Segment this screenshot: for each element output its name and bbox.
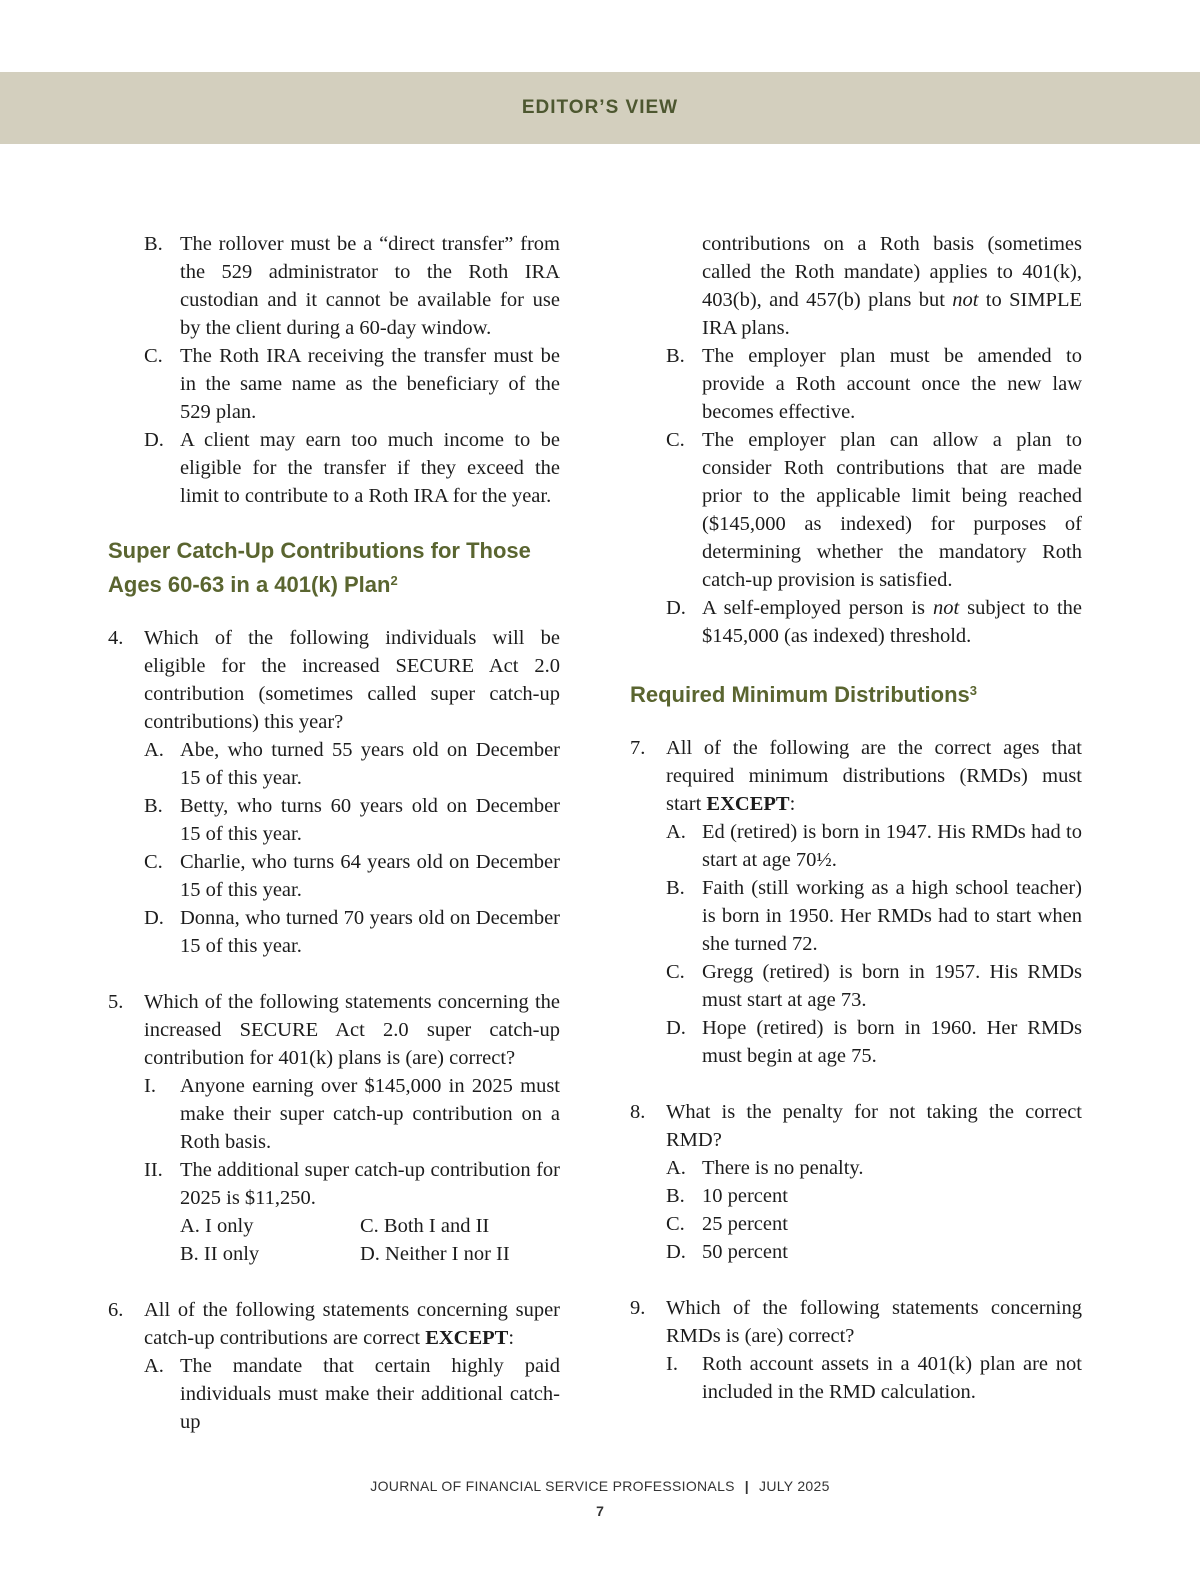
section-heading [630,676,1082,710]
option-letter: D. [666,1241,686,1263]
option-text: 50 percent [702,1241,788,1263]
option-letter: A. [666,1157,686,1179]
footnote-ref: 2 [390,573,398,588]
statement-option [630,1350,1082,1406]
option-letter: B. [666,345,685,367]
answer-option [630,594,1082,650]
option-text: Hope (retired) is born in 1960. Her RMDs must begin at age 75. [702,1017,1082,1067]
answer-option [630,874,1082,958]
question-number: 4. [108,627,124,649]
right-column [630,230,1082,1406]
option-letter: D. [666,597,686,619]
statement-option [108,1072,560,1156]
answer-option [630,958,1082,1014]
answer-choice: D. Neither I nor II [360,1243,510,1265]
question-text-end: : [508,1327,515,1349]
answer-option [630,1154,1082,1182]
option-letter: B. [666,1185,685,1207]
question-text: Which of the following statements concerning the increased SECURE Act 2.0 super catch-up contribution for 401(k) plans is (are) correct? [144,991,560,1069]
answer-option [630,342,1082,426]
page-number: 7 [596,1503,604,1519]
statement-numeral: I. [144,1075,156,1097]
option-text: Betty, who turns 60 years old on December 15 of this year. [180,795,560,845]
option-letter: A. [666,821,686,843]
emphasis-not: not [952,289,979,311]
option-text: The employer plan can allow a plan to consider Roth contributions that are made prior to the applicable limit being reached ($145,000 as indexed) for purposes of determining whether the mandatory Roth catch-up provision is satisfied. [702,429,1082,591]
answer-option [630,1182,1082,1210]
option-letter: A. [144,1355,164,1377]
answer-option [108,342,560,426]
option-letter: C. [144,345,163,367]
section-heading [108,536,560,600]
option-text: A self-employed person is [702,597,933,619]
question-9 [630,1294,1082,1350]
answer-option [630,1014,1082,1070]
question-6 [108,1296,560,1352]
option-text: There is no penalty. [702,1157,864,1179]
option-text: Charlie, who turns 64 years old on December 15 of this year. [180,851,560,901]
statement-text: Anyone earning over $145,000 in 2025 must make their super catch-up contribution on a Roth basis. [180,1075,560,1153]
question-7 [630,734,1082,818]
answer-option [108,230,560,342]
option-text: Abe, who turned 55 years old on December 15 of this year. [180,739,560,789]
footnote-ref: 3 [969,683,978,698]
option-letter: D. [144,907,164,929]
question-text: All of the following are the correct ages that required minimum distributions (RMDs) must start [666,737,1082,815]
question-8 [630,1098,1082,1154]
answer-option [630,1238,1082,1266]
answer-option [630,818,1082,874]
question-text: Which of the following individuals will be eligible for the increased SECURE Act 2.0 contribution (sometimes called super catch-up contributions) this year? [144,627,560,733]
option-text: Gregg (retired) is born in 1957. His RMDs must start at age 73. [702,961,1082,1011]
answer-option [108,426,560,510]
option-text: The employer plan must be amended to provide a Roth account once the new law becomes effective. [702,345,1082,423]
option-text: 10 percent [702,1185,788,1207]
option-text: The rollover must be a “direct transfer” from the 529 administrator to the Roth IRA custodian and it cannot be available for use by the client during a 60-day window. [180,233,560,339]
option-letter: B. [144,795,163,817]
answer-option [630,426,1082,594]
issue-date: JULY 2025 [759,1478,830,1494]
statement-text: The additional super catch-up contribution for 2025 is $11,250. [180,1159,560,1209]
option-text: contributions on a Roth basis (sometimes called the Roth mandate) applies to 401(k), 403(b), and 457(b) plans but [702,233,1082,311]
answer-option [108,736,560,792]
heading-text: Required Minimum Distributions [630,682,970,707]
option-letter: C. [666,961,685,983]
answer-option [630,1210,1082,1238]
answer-choice: C. Both I and II [360,1215,490,1237]
answer-option [108,904,560,960]
option-text-end: subject to the $145,000 (as indexed) threshold. [702,597,1083,647]
option-letter: C. [144,851,163,873]
option-letter: B. [666,877,685,899]
option-letter: C. [666,429,685,451]
journal-name: JOURNAL OF FINANCIAL SERVICE PROFESSIONALS [370,1478,735,1494]
question-5 [108,988,560,1072]
answer-choice: A. I only [180,1215,254,1237]
answer-grid [108,1212,560,1240]
answer-option [108,792,560,848]
answer-choice: B. II only [180,1243,260,1265]
statement-text: Roth account assets in a 401(k) plan are not included in the RMD calculation. [702,1353,1082,1403]
statement-option [108,1156,560,1212]
answer-grid [108,1240,560,1268]
heading-text: Super Catch-Up Contributions for Those Ages 60-63 in a 401(k) Plan [108,538,531,597]
statement-numeral: I. [666,1353,678,1375]
question-number: 9. [630,1297,646,1319]
option-text: The mandate that certain highly paid individuals must make their additional catch-up [180,1355,560,1433]
option-text: Donna, who turned 70 years old on December 15 of this year. [180,907,560,957]
emphasis-except: EXCEPT [425,1327,509,1349]
option-text: Ed (retired) is born in 1947. His RMDs had to start at age 70½. [702,821,1082,871]
option-letter: D. [144,429,164,451]
left-column [108,230,560,1436]
answer-option [108,848,560,904]
option-letter: D. [666,1017,686,1039]
question-number: 8. [630,1101,646,1123]
section-banner [0,72,1200,144]
question-text: All of the following statements concerning super catch-up contributions are correct [144,1299,560,1349]
question-text-end: : [789,793,796,815]
option-continuation [630,230,1082,342]
question-number: 6. [108,1299,124,1321]
question-text: Which of the following statements concerning RMDs is (are) correct? [666,1297,1082,1347]
option-letter: C. [666,1213,685,1235]
option-text: A client may earn too much income to be eligible for the transfer if they exceed the limit to contribute to a Roth IRA for the year. [180,429,560,507]
statement-numeral: II. [144,1159,163,1181]
emphasis-not: not [932,597,960,619]
emphasis-except: EXCEPT [706,793,790,815]
section-title: EDITOR’S VIEW [521,97,679,118]
option-text: 25 percent [702,1213,788,1235]
page-footer [0,1478,1200,1494]
question-number: 5. [108,991,124,1013]
question-text: What is the penalty for not taking the correct RMD? [666,1101,1082,1151]
question-4 [108,624,560,736]
option-text: Faith (still working as a high school teacher) is born in 1950. Her RMDs had to start when she turned 72. [702,877,1082,955]
answer-option [108,1352,560,1436]
option-letter: B. [144,233,163,255]
option-letter: A. [144,739,164,761]
option-text-end: to SIMPLE IRA plans. [702,289,1082,339]
option-text: The Roth IRA receiving the transfer must be in the same name as the beneficiary of the 529 plan. [180,345,560,423]
footer-separator: | [744,1478,750,1494]
question-number: 7. [630,737,646,759]
